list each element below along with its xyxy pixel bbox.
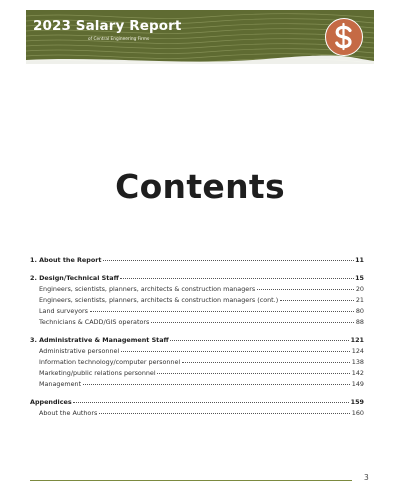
toc-section-page-number: 15 [355, 274, 364, 282]
dot-leader [99, 413, 351, 414]
dot-leader [257, 289, 355, 290]
dot-leader [90, 311, 355, 312]
toc-entry-page-number: 88 [355, 318, 364, 326]
toc-entry-label: Engineers, scientists, planners, architects & construction managers [39, 285, 256, 293]
table-of-contents [30, 255, 364, 419]
toc-section-label: 1. About the Report [30, 256, 102, 264]
toc-entry-label: Land surveyors [39, 307, 88, 315]
toc-entry[interactable] [30, 284, 364, 295]
section-spacer [30, 328, 364, 335]
footer-rule [30, 480, 352, 481]
toc-entry-page-number: 21 [355, 296, 364, 304]
contents-heading: Contents [115, 167, 285, 206]
toc-section[interactable] [30, 335, 364, 346]
toc-section[interactable] [30, 397, 364, 408]
dot-leader [170, 340, 349, 341]
toc-section-label: 2. Design/Technical Staff [30, 274, 119, 282]
toc-entry-page-number: 124 [351, 347, 364, 355]
page-number: 3 [364, 473, 369, 482]
toc-entry[interactable] [30, 317, 364, 328]
toc-entry-label: Information technology/computer personnel [39, 358, 181, 366]
toc-section-page-number: 121 [350, 336, 364, 344]
toc-section-page-number: 159 [350, 398, 364, 406]
toc-entry-page-number: 142 [351, 369, 364, 377]
toc-entry[interactable] [30, 379, 364, 390]
toc-entry[interactable] [30, 408, 364, 419]
dot-leader [157, 373, 350, 374]
toc-entry[interactable] [30, 357, 364, 368]
section-spacer [30, 390, 364, 397]
toc-entry-label: Marketing/public relations personnel [39, 369, 156, 377]
dot-leader [103, 260, 354, 261]
toc-entry-label: About the Authors [39, 409, 98, 417]
toc-entry-page-number: 20 [355, 285, 364, 293]
toc-entry-label: Engineers, scientists, planners, architects & construction managers (cont.) [39, 296, 279, 304]
dot-leader [280, 300, 355, 301]
section-spacer [30, 266, 364, 273]
toc-section[interactable] [30, 273, 364, 284]
toc-entry-page-number: 160 [351, 409, 364, 417]
toc-section-page-number: 11 [355, 256, 364, 264]
toc-entry[interactable] [30, 295, 364, 306]
dot-leader [83, 384, 351, 385]
toc-entry[interactable] [30, 368, 364, 379]
header-banner [26, 10, 374, 64]
toc-entry[interactable] [30, 346, 364, 357]
dot-leader [151, 322, 355, 323]
dot-leader [73, 402, 349, 403]
report-subtitle: of Central Engineering Firms [88, 37, 150, 42]
toc-section[interactable] [30, 255, 364, 266]
toc-entry-label: Management [39, 380, 82, 388]
toc-entry-label: Administrative personnel [39, 347, 120, 355]
dot-leader [121, 351, 351, 352]
toc-section-label: Appendices [30, 398, 72, 406]
toc-entry-page-number: 138 [351, 358, 364, 366]
toc-entry-label: Technicians & CADD/GIS operators [39, 318, 150, 326]
toc-entry-page-number: 149 [351, 380, 364, 388]
toc-entry-page-number: 80 [355, 307, 364, 315]
toc-section-label: 3. Administrative & Management Staff [30, 336, 169, 344]
dot-leader [182, 362, 351, 363]
dollar-sign-icon [325, 18, 363, 56]
toc-entry[interactable] [30, 306, 364, 317]
report-title: 2023 Salary Report [33, 18, 182, 34]
dot-leader [120, 278, 353, 279]
